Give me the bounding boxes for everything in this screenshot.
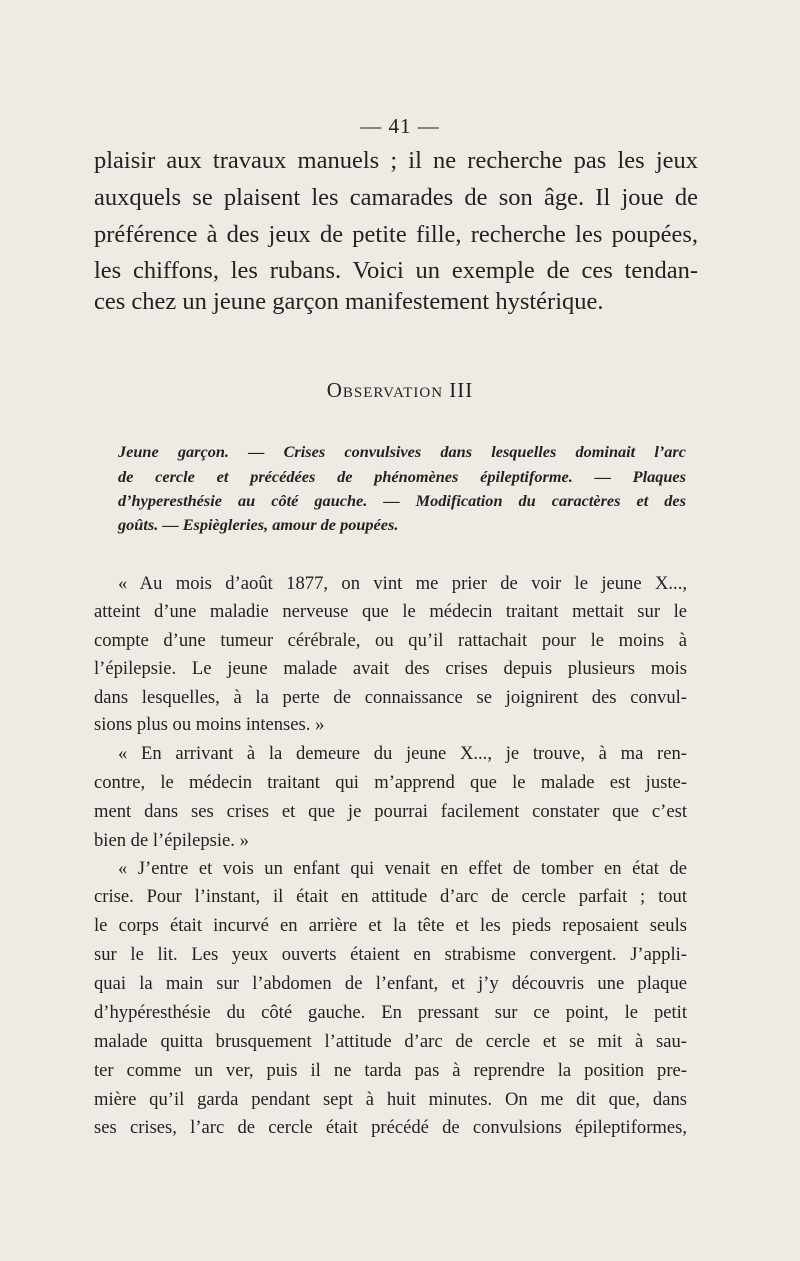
body-line: ment dans ses crises et que je pourrai facilement constater que c’est (94, 801, 687, 822)
body-line: mière qu’il garda pendant sept à huit minutes. On me dit que, dans (94, 1089, 687, 1110)
text-line: les chiffons, les rubans. Voici un exemple de ces tendan- (94, 257, 698, 284)
body-line: bien de l’épilepsie. » (94, 830, 249, 851)
observation-heading: Observation III (326, 378, 474, 402)
text-line: auxquels se plaisent les camarades de son âge. Il joue de (94, 184, 698, 211)
body-line: dans lesquelles, à la perte de connaissance se joignirent des convul- (94, 687, 687, 708)
body-line: malade quitta brusquement l’attitude d’arc de cercle et se mit à sau- (94, 1031, 687, 1052)
body-line: atteint d’une maladie nerveuse que le médecin traitant mettait sur le (94, 601, 687, 622)
text-line: préférence à des jeux de petite fille, recherche les poupées, (94, 221, 698, 248)
summary-line: d’hyperesthésie au côté gauche. — Modification du caractères et des (118, 491, 686, 510)
body-line: ses crises, l’arc de cercle était précédé de convulsions épileptiformes, (94, 1117, 687, 1138)
body-line: crise. Pour l’instant, il était en attitude d’arc de cercle parfait ; tout (94, 886, 687, 907)
body-line: sur le lit. Les yeux ouverts étaient en strabisme convergent. J’appli- (94, 944, 687, 965)
body-line: compte d’une tumeur cérébrale, ou qu’il rattachait pour le moins à (94, 630, 687, 651)
text-line: ces chez un jeune garçon manifestement hystérique. (94, 288, 604, 315)
body-line: ter comme un ver, puis il ne tarda pas à reprendre la position pre- (94, 1060, 687, 1081)
summary-line: goûts. — Espiègleries, amour de poupées. (118, 515, 399, 534)
summary-line: Jeune garçon. — Crises convulsives dans lesquelles dominait l’arc (118, 442, 686, 461)
body-line: « Au mois d’août 1877, on vint me prier de voir le jeune X..., (118, 573, 687, 594)
body-line: d’hypéresthésie du côté gauche. En pressant sur ce point, le petit (94, 1002, 687, 1023)
body-line: « En arrivant à la demeure du jeune X..., je trouve, à ma ren- (118, 743, 687, 764)
body-line: quai la main sur l’abdomen de l’enfant, et j’y découvris une plaque (94, 973, 687, 994)
text-line: plaisir aux travaux manuels ; il ne recherche pas les jeux (94, 147, 698, 174)
body-line: sions plus ou moins intenses. » (94, 714, 325, 735)
body-line: l’épilepsie. Le jeune malade avait des crises depuis plusieurs mois (94, 658, 687, 679)
body-line: le corps était incurvé en arrière et la tête et les pieds reposaient seuls (94, 915, 687, 936)
body-line: « J’entre et vois un enfant qui venait en effet de tomber en état de (118, 858, 687, 879)
page-number: — 41 — (360, 114, 440, 138)
body-line: contre, le médecin traitant qui m’apprend que le malade est juste- (94, 772, 687, 793)
summary-line: de cercle et précédées de phénomènes épileptiforme. — Plaques (118, 467, 686, 486)
